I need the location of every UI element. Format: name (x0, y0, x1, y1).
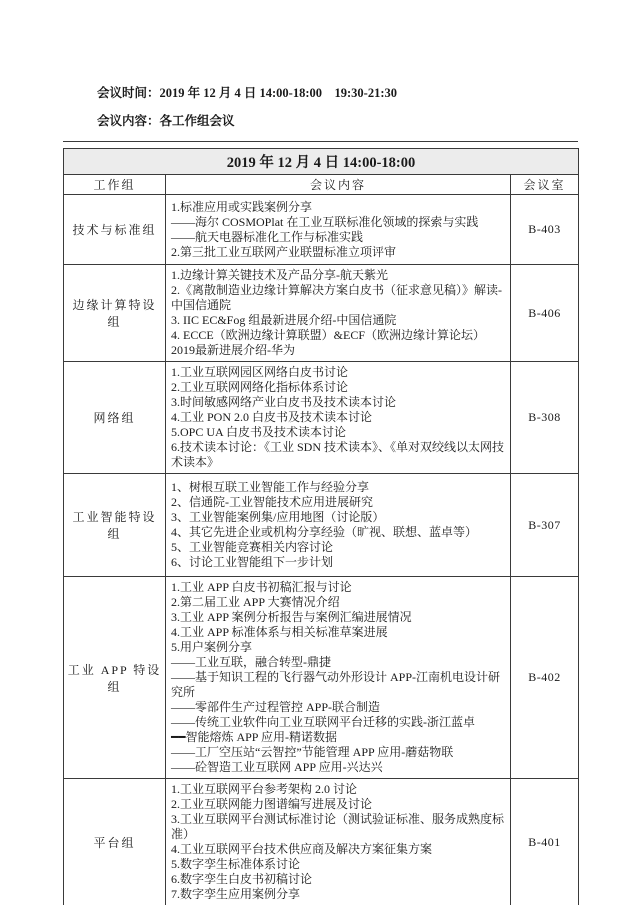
schedule-table (63, 148, 579, 905)
agenda-line: ━━智能熔炼 APP 应用-精诺数据 (171, 730, 338, 744)
agenda-line: ——基于知识工程的飞行器气动外形设计 APP-江南机电设计研究所 (171, 670, 501, 699)
column-header-group: 工作组 (64, 175, 166, 195)
table-title: 2019 年 12 月 4 日 14:00-18:00 (64, 149, 579, 175)
workgroup-cell: 技术与标准组 (64, 195, 166, 265)
agenda-line: 4、其它先进企业或机构分享经验（旷视、联想、蓝卓等） (171, 525, 478, 539)
agenda-line: 4.工业 APP 标准体系与相关标准草案进展 (171, 625, 388, 639)
meeting-time-label: 会议时间： (97, 86, 160, 100)
table-row (64, 362, 579, 474)
agenda-cell (166, 779, 511, 905)
room-cell: B-307 (511, 474, 579, 577)
agenda-line: ——工业互联，融合转型-鼎捷 (171, 655, 331, 669)
agenda-line: 1.工业 APP 白皮书初稿汇报与讨论 (171, 580, 352, 594)
meeting-time-line (97, 86, 640, 100)
table-title-row (64, 149, 579, 175)
agenda-line: 5.用户案例分享 (171, 640, 253, 654)
table-row (64, 779, 579, 905)
divider-line (63, 141, 578, 142)
agenda-cell (166, 474, 511, 577)
meeting-time-value: 2019 年 12 月 4 日 14:00-18:00 19:30-21:30 (159, 86, 397, 100)
room-cell: B-308 (511, 362, 579, 474)
meeting-content-label: 会议内容： (97, 114, 160, 128)
agenda-cell (166, 577, 511, 779)
agenda-line: 4. ECCE（欧洲边缘计算联盟）&ECF（欧洲边缘计算论坛）2019最新进展介绍-华为 (171, 328, 486, 357)
agenda-line: ——海尔 COSMOPlat 在工业互联标准化领域的探索与实践 (171, 214, 479, 229)
agenda-line: 5.数字孪生标准体系讨论 (171, 857, 301, 871)
room-cell: B-401 (511, 779, 579, 905)
agenda-line: 1、树根互联工业智能工作与经验分享 (171, 480, 370, 494)
agenda-line: 1.工业互联网平台参考架构 2.0 讨论 (171, 782, 358, 796)
table-header-row (64, 175, 579, 195)
agenda-line: 4.工业 PON 2.0 白皮书及技术读本讨论 (171, 410, 373, 424)
column-header-room: 会议室 (511, 175, 579, 195)
workgroup-cell: 工业智能特设组 (64, 474, 166, 577)
room-cell: B-406 (511, 265, 579, 362)
agenda-cell (166, 265, 511, 362)
workgroup-cell: 边缘计算特设组 (64, 265, 166, 362)
meeting-content-value: 各工作组会议 (159, 114, 235, 128)
table-row (64, 474, 579, 577)
meeting-content-line (97, 114, 640, 128)
agenda-line: 2.《离散制造业边缘计算解决方案白皮书（征求意见稿）》解读-中国信通院 (171, 283, 502, 312)
agenda-cell (166, 362, 511, 474)
agenda-line: 3.工业互联网平台测试标准讨论（测试验证标准、服务成熟度标准） (171, 812, 505, 841)
room-cell: B-402 (511, 577, 579, 779)
workgroup-cell: 网络组 (64, 362, 166, 474)
workgroup-cell: 平台组 (64, 779, 166, 905)
agenda-line: 1.标准应用或实践案例分享 (171, 199, 313, 214)
workgroup-cell: 工业 APP 特设组 (64, 577, 166, 779)
column-header-content: 会议内容 (166, 175, 511, 195)
agenda-line: 3.工业 APP 案例分析报告与案例汇编进展情况 (171, 610, 412, 624)
agenda-line: 2、信通院-工业智能技术应用进展研究 (171, 495, 373, 509)
agenda-line: 5、工业智能竞赛相关内容讨论 (171, 540, 334, 554)
agenda-cell (166, 195, 511, 265)
agenda-line: ——传统工业软件向工业互联网平台迁移的实践-浙江蓝卓 (171, 715, 475, 729)
agenda-line: 6.数字孪生白皮书初稿讨论 (171, 872, 313, 886)
agenda-line: 1.工业互联网园区网络白皮书讨论 (171, 365, 349, 379)
agenda-line: 2.第三批工业互联网产业联盟标准立项评审 (171, 244, 397, 259)
agenda-line: ——航天电器标准化工作与标准实践 (171, 229, 364, 244)
agenda-line: 2.工业互联网网络化指标体系讨论 (171, 380, 349, 394)
agenda-line: 3、工业智能案例集/应用地图（讨论版） (171, 510, 385, 524)
agenda-line: ——砼智造工业互联网 APP 应用-兴达兴 (171, 760, 383, 774)
agenda-line: 4.工业互联网平台技术供应商及解决方案征集方案 (171, 842, 433, 856)
room-cell: B-403 (511, 195, 579, 265)
agenda-line: 1.边缘计算关键技术及产品分享-航天紫光 (171, 268, 388, 282)
table-row (64, 265, 579, 362)
agenda-line: 3. IIC EC&Fog 组最新进展介绍-中国信通院 (171, 313, 397, 327)
table-row (64, 577, 579, 779)
agenda-line: ——工厂空压站“云智控”节能管理 APP 应用-蘑菇物联 (171, 745, 454, 759)
agenda-line: 2.第二届工业 APP 大赛情况介绍 (171, 595, 340, 609)
agenda-line: ——零部件生产过程管控 APP-联合制造 (171, 700, 381, 714)
table-row (64, 195, 579, 265)
agenda-line: 2.工业互联网能力图谱编写进展及讨论 (171, 797, 373, 811)
agenda-line: 3.时间敏感网络产业白皮书及技术读本讨论 (171, 395, 397, 409)
table-body (64, 195, 579, 905)
agenda-line: 6、讨论工业智能组下一步计划 (171, 555, 334, 569)
agenda-line: 7.数字孪生应用案例分享 (171, 887, 301, 901)
agenda-line: 6.技术读本讨论：《工业 SDN 技术读本》、《单对双绞线以太网技术读本》 (171, 440, 505, 469)
agenda-line: 5.OPC UA 白皮书及技术读本讨论 (171, 425, 347, 439)
